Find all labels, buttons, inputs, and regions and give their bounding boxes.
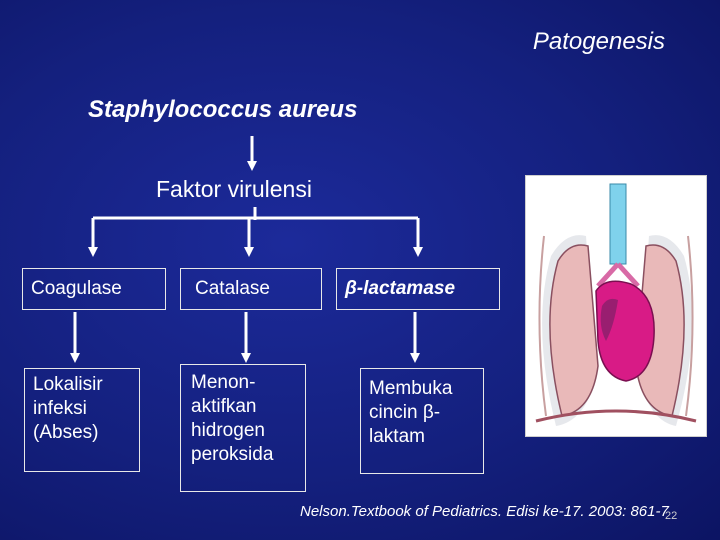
organism-name: Staphylococcus aureus xyxy=(88,96,358,123)
coagulase-label: Coagulase xyxy=(31,278,122,299)
citation: Nelson.Textbook of Pediatrics. Edisi ke-17. 2003: 861-7 xyxy=(300,503,669,520)
slide-title: Patogenesis xyxy=(532,28,665,55)
lactamase-effect-box xyxy=(360,368,484,474)
effect-line: peroksida xyxy=(191,444,274,465)
virulence-factor-label: Faktor virulensi xyxy=(156,176,312,202)
coagulase-box xyxy=(22,268,166,310)
effect-line: cincin β- xyxy=(369,402,441,423)
lactamase-label: β-lactamase xyxy=(345,278,456,299)
lung-heart-illustration xyxy=(525,175,707,437)
catalase-box xyxy=(180,268,322,310)
effect-line: Lokalisir xyxy=(33,374,103,395)
lactamase-box xyxy=(336,268,500,310)
effect-line: hidrogen xyxy=(191,420,265,441)
effect-line: infeksi xyxy=(33,398,87,419)
effect-line: Membuka xyxy=(369,378,453,399)
effect-line: aktifkan xyxy=(191,396,257,417)
page-number: 22 xyxy=(665,510,678,522)
effect-line: (Abses) xyxy=(33,422,99,443)
catalase-effect-box xyxy=(180,364,306,492)
coagulase-effect-box xyxy=(24,368,140,472)
catalase-label: Catalase xyxy=(195,278,270,299)
effect-line: Menon- xyxy=(191,372,256,393)
effect-line: laktam xyxy=(369,426,425,447)
